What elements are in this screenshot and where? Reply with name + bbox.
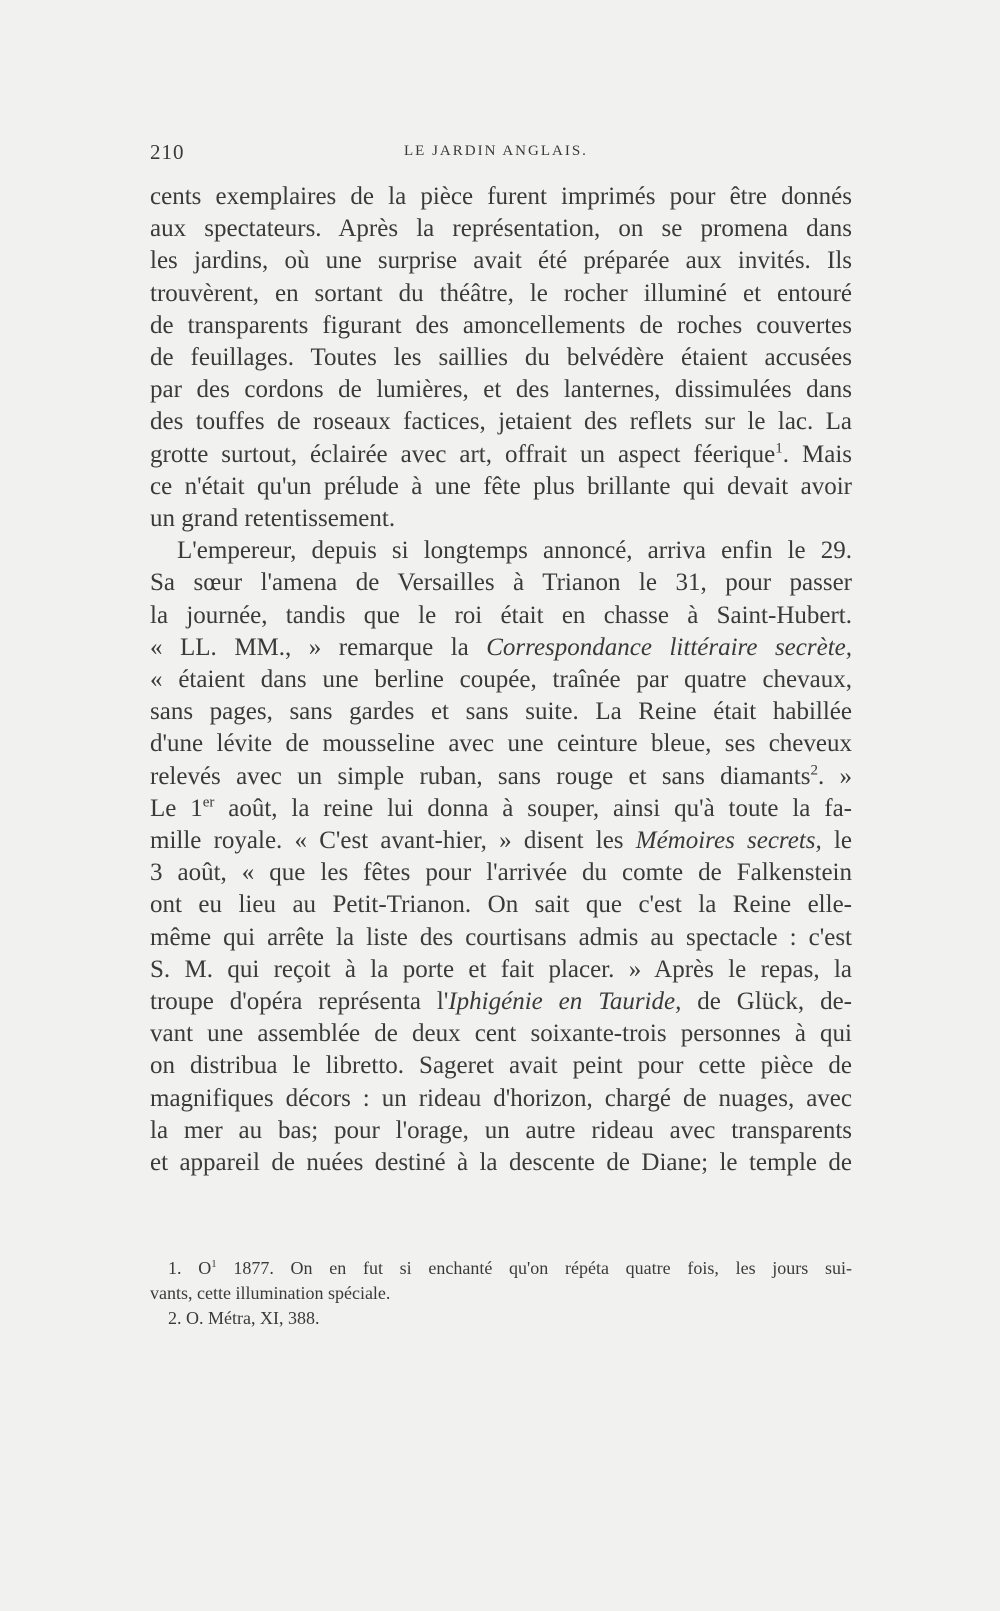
text-line: par des cordons de lumières, et des lanternes, dissimulées dans [150, 376, 852, 404]
text-line: des touffes de roseaux factices, jetaient des reflets sur le lac. La [150, 408, 852, 436]
footnote-ref: 2 [810, 762, 818, 779]
text-segment: le [821, 827, 852, 855]
text-segment: relevés avec un simple ruban, sans rouge et sans diamants [150, 762, 811, 790]
footnote-line: 2. O. Métra, XI, 388. [168, 1308, 320, 1328]
text-line: d'une lévite de mousseline avec une ceinture bleue, ses cheveux [150, 730, 852, 758]
text-line: S. M. qui reçoit à la porte et fait placer. » Après le repas, la [150, 955, 852, 983]
superscript: 1 [211, 1258, 217, 1270]
text-segment: mille royale. « C'est avant-hier, » disent les [150, 827, 636, 855]
text-segment: de Glück, de- [681, 988, 852, 1016]
text-segment: 1877. On en fut si enchanté qu'on répéta quatre fois, les jours sui- [216, 1258, 853, 1278]
text-line: les jardins, où une surprise avait été préparée aux invités. Ils [150, 247, 852, 275]
page-number: 210 [150, 140, 185, 164]
text-line [150, 986, 852, 1018]
text-line [150, 793, 852, 825]
text-line: « étaient dans une berline coupée, traînée par quatre chevaux, [150, 666, 852, 694]
text-line: trouvèrent, en sortant du théâtre, le rocher illuminé et entouré [150, 279, 852, 307]
italic-title: Mémoires secrets, [635, 827, 822, 855]
text-segment: . » [817, 762, 853, 790]
italic-title: Iphigénie en Tauride, [448, 988, 682, 1016]
text-line: cents exemplaires de la pièce furent imprimés pour être donnés [150, 183, 852, 210]
text-line: la journée, tandis que le roi était en chasse à Saint-Hubert. [150, 601, 852, 629]
footnote-ref: 1 [775, 440, 783, 457]
text-segment: . Mais [782, 440, 852, 468]
footnotes [150, 1256, 852, 1331]
text-line: même qui arrête la liste des courtisans admis au spectacle : c'est [150, 923, 852, 951]
text-line [150, 632, 852, 664]
text-line: magnifiques décors : un rideau d'horizon, chargé de nuages, avec [150, 1084, 852, 1112]
text-line: ont eu lieu au Petit-Trianon. On sait que c'est la Reine elle- [150, 891, 852, 919]
text-line: de transparents figurant des amoncellements de roches couvertes [150, 311, 852, 339]
text-segment: troupe d'opéra représenta l' [150, 988, 449, 1016]
text-line: sans pages, sans gardes et sans suite. La Reine était habillée [150, 698, 852, 726]
text-segment: Le 1 [150, 794, 203, 822]
text-segment: août, la reine lui donna à souper, ainsi qu'à toute la fa- [214, 794, 853, 822]
footnote-line: vants, cette illumination spéciale. [150, 1283, 391, 1303]
text-line: ce n'était qu'un prélude à une fête plus brillante qui devait avoir [150, 472, 852, 500]
text-line: vant une assemblée de deux cent soixante-trois personnes à qui [150, 1020, 852, 1048]
text-line: de feuillages. Toutes les saillies du belvédère étaient accusées [150, 344, 852, 372]
body-text [150, 181, 852, 1179]
superscript: er [202, 794, 215, 811]
text-line: L'empereur, depuis si longtemps annoncé, arriva enfin le 29. [177, 537, 852, 565]
text-segment: 1. O [168, 1258, 212, 1278]
text-segment: « LL. MM., » remarque la [150, 633, 487, 661]
text-line: on distribua le libretto. Sageret avait peint pour cette pièce de [150, 1052, 852, 1080]
text-line: un grand retentissement. [150, 505, 396, 533]
text-line [150, 439, 852, 471]
running-title: LE JARDIN ANGLAIS. [404, 143, 588, 159]
text-line: la mer au bas; pour l'orage, un autre rideau avec transparents [150, 1116, 852, 1144]
text-line: Sa sœur l'amena de Versailles à Trianon le 31, pour passer [150, 569, 852, 597]
italic-title: Correspondance littéraire secrète, [486, 633, 852, 661]
running-head [150, 140, 852, 164]
text-line: 3 août, « que les fêtes pour l'arrivée du comte de Falkenstein [150, 859, 852, 887]
text-line: aux spectateurs. Après la représentation, on se promena dans [150, 215, 852, 243]
footnote-line [150, 1256, 852, 1281]
text-segment: grotte surtout, éclairée avec art, offrait un aspect féerique [150, 440, 776, 468]
text-line [150, 825, 852, 857]
text-line [150, 761, 852, 793]
text-line: et appareil de nuées destiné à la descente de Diane; le temple de [150, 1149, 852, 1177]
